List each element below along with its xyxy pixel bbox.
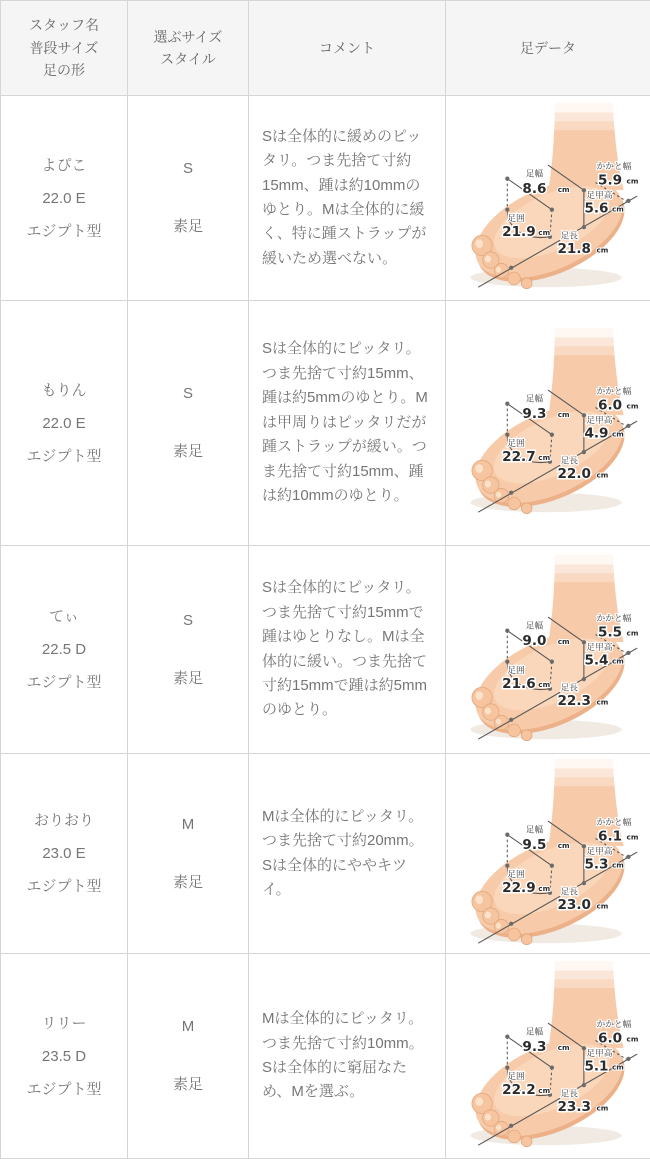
- chosen-size: M: [129, 1018, 247, 1035]
- heel-width-label: かかと幅: [596, 815, 631, 827]
- measure-dot: [581, 1083, 585, 1087]
- measure-dot: [626, 1057, 630, 1061]
- foot-width-value: 9.3: [522, 1039, 546, 1055]
- table-row: [1, 96, 650, 301]
- circumference-value: 21.9: [502, 224, 535, 240]
- comment-cell: [249, 301, 446, 546]
- instep-height-label: 足甲高: [586, 845, 612, 857]
- staff-name: よぴこ: [2, 149, 126, 182]
- foot-diagram-container: [446, 961, 650, 1151]
- staff-foot-shape: エジプト型: [2, 440, 126, 473]
- instep-height-label: 足甲高: [586, 189, 612, 201]
- measure-dot: [505, 176, 509, 180]
- instep-height-value: 5.4: [584, 652, 608, 668]
- foot-diagram: [449, 961, 648, 1151]
- staff-usual-size: 23.5 D: [2, 1040, 126, 1073]
- measure-dot: [509, 266, 513, 270]
- foot-diagram: [449, 328, 648, 518]
- fit-style: 素足: [129, 667, 247, 688]
- instep-height-value: 4.9: [584, 426, 608, 442]
- circumference-unit: cm: [538, 679, 550, 688]
- circumference-label: 足囲: [507, 665, 525, 676]
- measure-dot: [581, 225, 585, 229]
- foot-length-label: 足長: [560, 1089, 578, 1100]
- foot-length-unit: cm: [596, 697, 608, 706]
- foot-diagram: [449, 759, 648, 949]
- measure-dot: [626, 424, 630, 428]
- measure-dot: [509, 1124, 513, 1128]
- measure-dot: [581, 880, 585, 884]
- foot-diagram: [449, 555, 648, 745]
- staff-foot-shape: エジプト型: [2, 666, 126, 699]
- measure-dot: [549, 863, 553, 867]
- header-line: スタッフ名: [3, 14, 125, 36]
- measure-dot: [549, 208, 553, 212]
- instep-height-label: 足甲高: [586, 414, 612, 426]
- col-header-comment: [249, 1, 446, 96]
- heel-width-label: かかと幅: [596, 160, 631, 172]
- circumference-value: 22.2: [502, 1082, 535, 1098]
- comment-text: Sは全体的に緩めのピッタリ。つま先捨て寸約15mm、踵は約10mmのゆとり。Mは全体的に緩く、特に踵ストラップが緩いため選べない。: [262, 125, 432, 272]
- staff-usual-size: 23.0 E: [2, 837, 126, 870]
- heel-width-label: かかと幅: [596, 385, 631, 397]
- measure-dot: [505, 628, 509, 632]
- instep-height-unit: cm: [611, 656, 623, 665]
- fit-style: 素足: [129, 1073, 247, 1094]
- foot-width-label: 足幅: [525, 1026, 543, 1038]
- measure-dot: [626, 650, 630, 654]
- heel-width-value: 5.9: [598, 172, 622, 188]
- foot-diagram-container: [446, 103, 650, 293]
- instep-height-label: 足甲高: [586, 1047, 612, 1059]
- heel-width-value: 6.1: [598, 828, 622, 844]
- measure-dot: [581, 676, 585, 680]
- foot-length-label: 足長: [560, 682, 578, 693]
- chosen-size: S: [129, 385, 247, 402]
- staff-foot-shape: エジプト型: [2, 215, 126, 248]
- heel-width-value: 6.0: [598, 1030, 622, 1046]
- heel-width-label: かかと幅: [596, 611, 631, 623]
- comment-text: Mは全体的にピッタリ。つま先捨て寸約10mm。Sは全体的に窮屈なため、Mを選ぶ。: [262, 1007, 432, 1105]
- chosen-size-cell: [128, 954, 249, 1159]
- instep-height-unit: cm: [611, 860, 623, 869]
- instep-height-value: 5.3: [584, 856, 608, 872]
- heel-width-unit: cm: [626, 176, 638, 185]
- foot-width-unit: cm: [557, 185, 569, 194]
- comment-text: Sは全体的にピッタリ。つま先捨て寸約15mmで踵はゆとりなし。Mは全体的に緩い。つま先捨て寸約15mmで踵は約5mmのゆとり。: [262, 576, 432, 723]
- foot-width-unit: cm: [557, 1043, 569, 1052]
- foot-length-unit: cm: [596, 1103, 608, 1112]
- staff-usual-size: 22.0 E: [2, 182, 126, 215]
- staff-foot-shape: エジプト型: [2, 870, 126, 903]
- measure-dot: [505, 659, 509, 663]
- foot-length-unit: cm: [596, 245, 608, 254]
- foot-diagram: [449, 103, 648, 293]
- staff-name: リリー: [2, 1007, 126, 1040]
- foot-width-unit: cm: [557, 410, 569, 419]
- table-row: [1, 546, 650, 754]
- foot-width-value: 9.3: [522, 406, 546, 422]
- foot-length-value: 21.8: [557, 241, 590, 257]
- heel-width-unit: cm: [626, 401, 638, 410]
- heel-width-value: 5.5: [598, 624, 622, 640]
- foot-data-cell: [446, 954, 650, 1159]
- circumference-value: 22.7: [502, 449, 535, 465]
- comment-text: Sは全体的にピッタリ。つま先捨て寸約15mm、踵は約5mmのゆとり。Mは甲周りはピッタリだが踵ストラップが緩い。つま先捨て寸約15mm、踵は約10mmのゆとり。: [262, 337, 432, 508]
- measure-dot: [549, 659, 553, 663]
- comment-cell: [249, 546, 446, 754]
- measure-dot: [549, 1066, 553, 1070]
- instep-height-unit: cm: [611, 1063, 623, 1072]
- heel-width-value: 6.0: [598, 397, 622, 413]
- col-header-chosen-size: [128, 1, 249, 96]
- foot-data-cell: [446, 754, 650, 954]
- header-line: スタイル: [130, 48, 246, 70]
- instep-height-value: 5.6: [584, 201, 608, 217]
- foot-length-label: 足長: [560, 886, 578, 897]
- measure-dot: [505, 208, 509, 212]
- foot-length-value: 23.0: [557, 897, 590, 913]
- staff-name: もりん: [2, 374, 126, 407]
- staff-usual-size: 22.5 D: [2, 633, 126, 666]
- staff-cell: [1, 954, 128, 1159]
- circumference-value: 21.6: [502, 675, 535, 691]
- circumference-label: 足囲: [507, 213, 525, 224]
- circumference-label: 足囲: [507, 1071, 525, 1082]
- staff-cell: [1, 96, 128, 301]
- measure-dot: [549, 433, 553, 437]
- heel-width-unit: cm: [626, 832, 638, 841]
- foot-length-value: 23.3: [557, 1099, 590, 1115]
- header-line: 普段サイズ: [3, 37, 125, 59]
- fit-style: 素足: [129, 440, 247, 461]
- measure-dot: [581, 450, 585, 454]
- chosen-size: S: [129, 612, 247, 629]
- foot-width-label: 足幅: [525, 619, 543, 631]
- foot-length-label: 足長: [560, 231, 578, 242]
- foot-width-value: 8.6: [522, 181, 546, 197]
- foot-length-label: 足長: [560, 456, 578, 467]
- foot-width-value: 9.0: [522, 633, 546, 649]
- fit-style: 素足: [129, 215, 247, 236]
- measure-dot: [626, 199, 630, 203]
- foot-length-unit: cm: [596, 470, 608, 479]
- circumference-label: 足囲: [507, 869, 525, 880]
- foot-diagram-container: [446, 555, 650, 745]
- col-header-foot-data: [446, 1, 650, 96]
- circumference-unit: cm: [538, 883, 550, 892]
- foot-width-label: 足幅: [525, 823, 543, 835]
- staff-usual-size: 22.0 E: [2, 407, 126, 440]
- table-row: [1, 301, 650, 546]
- foot-width-value: 9.5: [522, 837, 546, 853]
- staff-name: おりおり: [2, 804, 126, 837]
- heel-width-unit: cm: [626, 1034, 638, 1043]
- circumference-unit: cm: [538, 1086, 550, 1095]
- measure-dot: [505, 832, 509, 836]
- measure-dot: [509, 491, 513, 495]
- foot-length-value: 22.0: [557, 466, 590, 482]
- foot-diagram-container: [446, 759, 650, 949]
- comment-cell: [249, 96, 446, 301]
- circumference-value: 22.9: [502, 879, 535, 895]
- circumference-unit: cm: [538, 228, 550, 237]
- staff-name: てぃ: [2, 600, 126, 633]
- foot-data-cell: [446, 96, 650, 301]
- foot-width-unit: cm: [557, 841, 569, 850]
- instep-height-value: 5.1: [584, 1059, 608, 1075]
- foot-width-unit: cm: [557, 637, 569, 646]
- comment-text: Mは全体的にピッタリ。つま先捨て寸約20mm。Sは全体的にややキツイ。: [262, 805, 432, 903]
- chosen-size: M: [129, 816, 247, 833]
- circumference-label: 足囲: [507, 438, 525, 449]
- instep-height-unit: cm: [611, 430, 623, 439]
- table-row: [1, 954, 650, 1159]
- measure-dot: [509, 717, 513, 721]
- heel-width-label: かかと幅: [596, 1018, 631, 1030]
- instep-height-unit: cm: [611, 205, 623, 214]
- staff-cell: [1, 301, 128, 546]
- measure-dot: [505, 401, 509, 405]
- header-line: コメント: [251, 37, 443, 59]
- measure-dot: [505, 433, 509, 437]
- header-line: 足の形: [3, 59, 125, 81]
- chosen-size-cell: [128, 546, 249, 754]
- foot-data-cell: [446, 301, 650, 546]
- foot-width-label: 足幅: [525, 168, 543, 180]
- header-line: 選ぶサイズ: [130, 26, 246, 48]
- chosen-size-cell: [128, 754, 249, 954]
- staff-foot-shape: エジプト型: [2, 1073, 126, 1106]
- instep-height-label: 足甲高: [586, 641, 612, 653]
- circumference-unit: cm: [538, 453, 550, 462]
- col-header-staff: [1, 1, 128, 96]
- measure-dot: [626, 854, 630, 858]
- foot-data-cell: [446, 546, 650, 754]
- measure-dot: [509, 921, 513, 925]
- chosen-size-cell: [128, 301, 249, 546]
- chosen-size-cell: [128, 96, 249, 301]
- table-row: [1, 754, 650, 954]
- comment-cell: [249, 754, 446, 954]
- header-row: [1, 1, 650, 96]
- fit-style: 素足: [129, 871, 247, 892]
- foot-length-value: 22.3: [557, 693, 590, 709]
- comment-cell: [249, 954, 446, 1159]
- foot-diagram-container: [446, 328, 650, 518]
- foot-width-label: 足幅: [525, 393, 543, 405]
- measure-dot: [505, 1034, 509, 1038]
- staff-cell: [1, 754, 128, 954]
- staff-cell: [1, 546, 128, 754]
- measure-dot: [505, 863, 509, 867]
- measure-dot: [505, 1066, 509, 1070]
- header-line: 足データ: [448, 37, 648, 59]
- chosen-size: S: [129, 160, 247, 177]
- heel-width-unit: cm: [626, 628, 638, 637]
- foot-length-unit: cm: [596, 901, 608, 910]
